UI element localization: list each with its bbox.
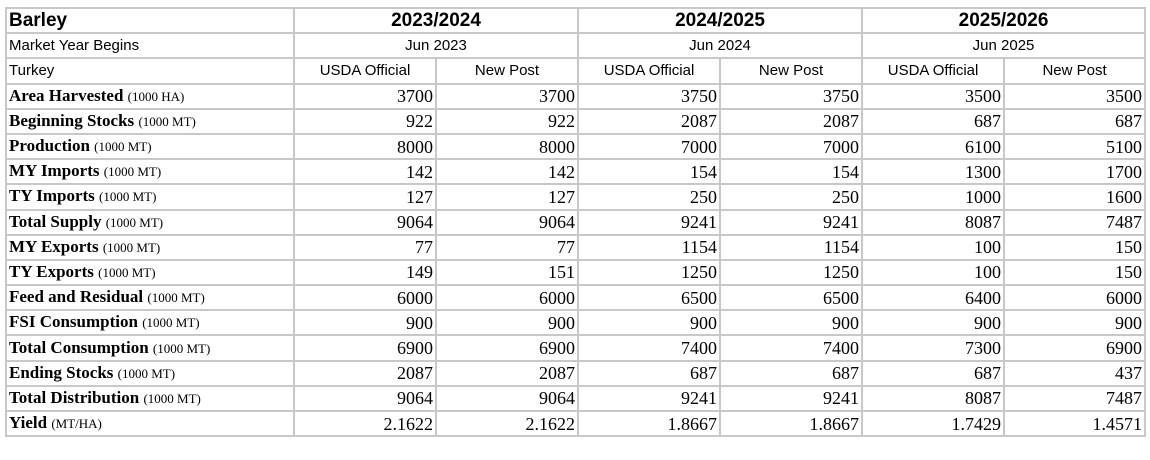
source-header: New Post bbox=[436, 58, 578, 83]
value-cell: 3500 bbox=[1004, 84, 1145, 109]
value-cell: 922 bbox=[294, 109, 436, 134]
value-cell: 77 bbox=[294, 235, 436, 260]
value-cell: 687 bbox=[720, 361, 862, 386]
source-header: USDA Official bbox=[862, 58, 1004, 83]
table-row bbox=[6, 210, 1145, 235]
value-cell: 687 bbox=[1004, 109, 1145, 134]
table-row bbox=[6, 310, 1145, 335]
table-row bbox=[6, 184, 1145, 209]
value-cell: 3750 bbox=[578, 84, 720, 109]
value-cell: 6400 bbox=[862, 285, 1004, 310]
attribute-unit: (1000 MT) bbox=[99, 189, 157, 205]
value-cell: 150 bbox=[1004, 235, 1145, 260]
attribute-unit: (1000 MT) bbox=[117, 365, 176, 381]
row-attribute bbox=[6, 134, 294, 159]
row-attribute bbox=[6, 235, 294, 260]
market-year-begins: Jun 2024 bbox=[578, 33, 862, 58]
attribute-unit: (MT/HA) bbox=[51, 416, 102, 432]
year-header: 2024/2025 bbox=[578, 8, 862, 33]
attribute-unit: (1000 MT) bbox=[102, 239, 161, 255]
attribute-unit: (1000 HA) bbox=[127, 88, 185, 104]
value-cell: 6100 bbox=[862, 134, 1004, 159]
market-year-begins: Jun 2023 bbox=[294, 33, 578, 58]
row-attribute bbox=[6, 260, 294, 285]
attribute-unit: (1000 MT) bbox=[98, 264, 156, 280]
value-cell: 154 bbox=[578, 159, 720, 184]
value-cell: 1.8667 bbox=[720, 411, 862, 436]
value-cell: 6000 bbox=[436, 285, 578, 310]
value-cell: 9241 bbox=[578, 386, 720, 411]
value-cell: 8087 bbox=[862, 210, 1004, 235]
row-attribute bbox=[6, 210, 294, 235]
value-cell: 6500 bbox=[578, 285, 720, 310]
value-cell: 9064 bbox=[294, 386, 436, 411]
value-cell: 8000 bbox=[294, 134, 436, 159]
row-attribute bbox=[6, 285, 294, 310]
value-cell: 100 bbox=[862, 260, 1004, 285]
table-row bbox=[6, 84, 1145, 109]
attribute-name: Ending Stocks bbox=[9, 362, 114, 382]
value-cell: 149 bbox=[294, 260, 436, 285]
row-attribute bbox=[6, 361, 294, 386]
value-cell: 7400 bbox=[720, 335, 862, 360]
value-cell: 1.7429 bbox=[862, 411, 1004, 436]
table-row bbox=[6, 386, 1145, 411]
value-cell: 2087 bbox=[720, 109, 862, 134]
psd-table-container bbox=[5, 7, 1146, 437]
value-cell: 1600 bbox=[1004, 184, 1145, 209]
value-cell: 7487 bbox=[1004, 386, 1145, 411]
year-header: 2023/2024 bbox=[294, 8, 578, 33]
row-attribute bbox=[6, 386, 294, 411]
attribute-unit: (1000 MT) bbox=[152, 340, 211, 356]
value-cell: 250 bbox=[578, 184, 720, 209]
value-cell: 142 bbox=[436, 159, 578, 184]
value-cell: 7000 bbox=[578, 134, 720, 159]
value-cell: 3700 bbox=[436, 84, 578, 109]
value-cell: 9241 bbox=[578, 210, 720, 235]
attribute-name: MY Imports bbox=[9, 161, 100, 181]
row-attribute bbox=[6, 184, 294, 209]
attribute-name: Yield bbox=[9, 413, 48, 433]
value-cell: 5100 bbox=[1004, 134, 1145, 159]
table-row bbox=[6, 159, 1145, 184]
value-cell: 9064 bbox=[436, 210, 578, 235]
commodity-name: Barley bbox=[6, 8, 294, 33]
attribute-unit: (1000 MT) bbox=[147, 290, 205, 306]
value-cell: 2087 bbox=[578, 109, 720, 134]
value-cell: 154 bbox=[720, 159, 862, 184]
source-header: New Post bbox=[1004, 58, 1145, 83]
table-row bbox=[6, 260, 1145, 285]
value-cell: 100 bbox=[862, 235, 1004, 260]
source-header: USDA Official bbox=[294, 58, 436, 83]
value-cell: 7400 bbox=[578, 335, 720, 360]
attribute-name: Total Consumption bbox=[9, 337, 149, 357]
value-cell: 687 bbox=[862, 109, 1004, 134]
value-cell: 8000 bbox=[436, 134, 578, 159]
attribute-name: Total Distribution bbox=[9, 387, 140, 407]
value-cell: 900 bbox=[1004, 310, 1145, 335]
value-cell: 1154 bbox=[578, 235, 720, 260]
attribute-name: TY Exports bbox=[9, 261, 94, 281]
value-cell: 6900 bbox=[436, 335, 578, 360]
value-cell: 2.1622 bbox=[294, 411, 436, 436]
row-attribute bbox=[6, 411, 294, 436]
table-row bbox=[6, 109, 1145, 134]
value-cell: 1000 bbox=[862, 184, 1004, 209]
value-cell: 250 bbox=[720, 184, 862, 209]
source-header: USDA Official bbox=[578, 58, 720, 83]
value-cell: 9241 bbox=[720, 210, 862, 235]
attribute-name: TY Imports bbox=[9, 186, 95, 206]
value-cell: 8087 bbox=[862, 386, 1004, 411]
attribute-name: Total Supply bbox=[9, 211, 102, 231]
attribute-unit: (1000 MT) bbox=[103, 164, 162, 180]
attribute-unit: (1000 MT) bbox=[143, 390, 201, 406]
attribute-name: FSI Consumption bbox=[9, 312, 138, 332]
attribute-name: Feed and Residual bbox=[9, 287, 144, 307]
header-row-begins bbox=[6, 33, 1145, 58]
value-cell: 6900 bbox=[294, 335, 436, 360]
value-cell: 900 bbox=[862, 310, 1004, 335]
table-row bbox=[6, 285, 1145, 310]
value-cell: 6900 bbox=[1004, 335, 1145, 360]
row-attribute bbox=[6, 109, 294, 134]
value-cell: 900 bbox=[294, 310, 436, 335]
psd-table bbox=[5, 7, 1146, 437]
year-header: 2025/2026 bbox=[862, 8, 1145, 33]
attribute-unit: (1000 MT) bbox=[105, 214, 164, 230]
value-cell: 7487 bbox=[1004, 210, 1145, 235]
value-cell: 127 bbox=[294, 184, 436, 209]
value-cell: 687 bbox=[578, 361, 720, 386]
value-cell: 9064 bbox=[436, 386, 578, 411]
header-row-years bbox=[6, 8, 1145, 33]
value-cell: 900 bbox=[720, 310, 862, 335]
value-cell: 9241 bbox=[720, 386, 862, 411]
value-cell: 6000 bbox=[294, 285, 436, 310]
value-cell: 900 bbox=[578, 310, 720, 335]
value-cell: 1.4571 bbox=[1004, 411, 1145, 436]
attribute-unit: (1000 MT) bbox=[142, 315, 200, 331]
table-row bbox=[6, 335, 1145, 360]
value-cell: 437 bbox=[1004, 361, 1145, 386]
header-row-sources bbox=[6, 58, 1145, 83]
value-cell: 1154 bbox=[720, 235, 862, 260]
value-cell: 6000 bbox=[1004, 285, 1145, 310]
attribute-unit: (1000 MT) bbox=[94, 139, 152, 155]
value-cell: 687 bbox=[862, 361, 1004, 386]
value-cell: 127 bbox=[436, 184, 578, 209]
value-cell: 77 bbox=[436, 235, 578, 260]
value-cell: 2087 bbox=[436, 361, 578, 386]
value-cell: 1.8667 bbox=[578, 411, 720, 436]
value-cell: 3700 bbox=[294, 84, 436, 109]
market-year-label: Market Year Begins bbox=[6, 33, 294, 58]
table-row bbox=[6, 134, 1145, 159]
value-cell: 2087 bbox=[294, 361, 436, 386]
value-cell: 1300 bbox=[862, 159, 1004, 184]
value-cell: 3500 bbox=[862, 84, 1004, 109]
value-cell: 2.1622 bbox=[436, 411, 578, 436]
value-cell: 1700 bbox=[1004, 159, 1145, 184]
row-attribute bbox=[6, 310, 294, 335]
row-attribute bbox=[6, 335, 294, 360]
attribute-name: Area Harvested bbox=[9, 85, 124, 105]
value-cell: 900 bbox=[436, 310, 578, 335]
value-cell: 9064 bbox=[294, 210, 436, 235]
value-cell: 7000 bbox=[720, 134, 862, 159]
value-cell: 151 bbox=[436, 260, 578, 285]
table-row bbox=[6, 361, 1145, 386]
value-cell: 6500 bbox=[720, 285, 862, 310]
attribute-name: Beginning Stocks bbox=[9, 110, 135, 130]
attribute-name: Production bbox=[9, 136, 90, 156]
value-cell: 3750 bbox=[720, 84, 862, 109]
value-cell: 142 bbox=[294, 159, 436, 184]
value-cell: 1250 bbox=[720, 260, 862, 285]
value-cell: 150 bbox=[1004, 260, 1145, 285]
table-row bbox=[6, 411, 1145, 436]
value-cell: 7300 bbox=[862, 335, 1004, 360]
table-row bbox=[6, 235, 1145, 260]
attribute-unit: (1000 MT) bbox=[138, 113, 196, 129]
market-year-begins: Jun 2025 bbox=[862, 33, 1145, 58]
source-header: New Post bbox=[720, 58, 862, 83]
value-cell: 1250 bbox=[578, 260, 720, 285]
value-cell: 922 bbox=[436, 109, 578, 134]
row-attribute bbox=[6, 84, 294, 109]
country-name: Turkey bbox=[6, 58, 294, 83]
row-attribute bbox=[6, 159, 294, 184]
attribute-name: MY Exports bbox=[9, 236, 99, 256]
